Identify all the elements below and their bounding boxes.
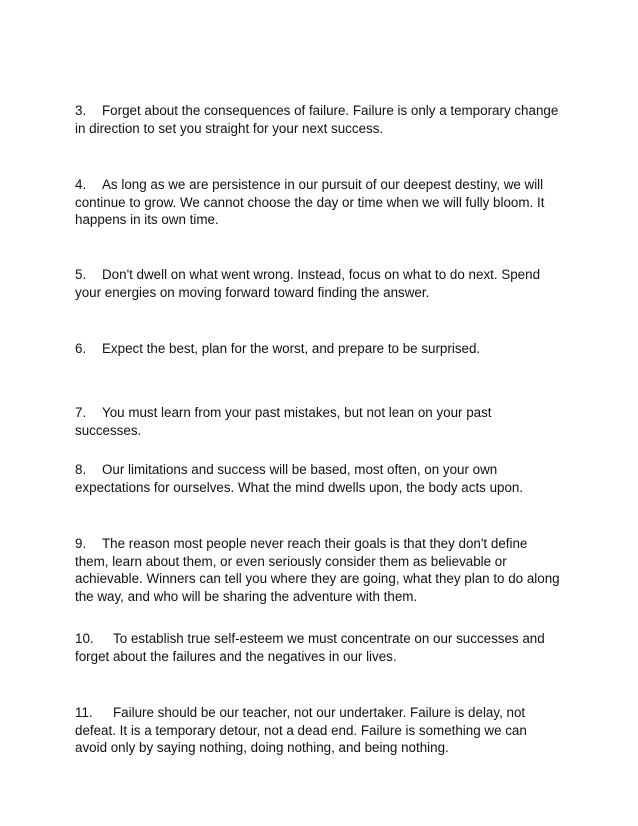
item-number: 5. — [75, 267, 87, 282]
list-item-4 — [75, 176, 560, 229]
item-number: 9. — [75, 536, 87, 551]
list-item-3 — [75, 102, 560, 137]
item-text: As long as we are persistence in our pursuit of our deepest destiny, we will continue to grow. We cannot choose the day or time when we will fully bloom. It happens in its own time. — [75, 177, 545, 227]
item-number: 7. — [75, 405, 87, 420]
item-text: Forget about the consequences of failure. Failure is only a temporary change in direction to set you straight for your next success. — [75, 103, 559, 136]
item-text: To establish true self-esteem we must concentrate on our successes and forget about the failures and the negatives in our lives. — [75, 631, 545, 664]
item-text: The reason most people never reach their goals is that they don't define them, learn about them, or even seriously consider them as believable or achievable. Winners can tell you where they are going, what they plan to do along the way, and who will be sharing the adventure with them. — [75, 536, 560, 604]
item-text: Don't dwell on what went wrong. Instead, focus on what to do next. Spend your energies on moving forward toward finding the answer. — [75, 267, 541, 300]
item-text: Expect the best, plan for the worst, and prepare to be surprised. — [102, 341, 481, 356]
list-item-5 — [75, 266, 560, 301]
list-item-6 — [75, 340, 560, 358]
item-number: 6. — [75, 341, 87, 356]
item-number: 3. — [75, 103, 87, 118]
item-number: 8. — [75, 462, 87, 477]
list-item-10 — [75, 630, 560, 665]
item-number: 10. — [75, 631, 94, 646]
list-item-9 — [75, 535, 560, 605]
item-text: Our limitations and success will be based, most often, on your own expectations for ourselves. What the mind dwells upon, the body acts upon. — [75, 462, 524, 495]
list-item-11 — [75, 704, 560, 757]
list-item-8 — [75, 461, 560, 496]
item-number: 4. — [75, 177, 87, 192]
item-text: You must learn from your past mistakes, but not lean on your past successes. — [75, 405, 492, 438]
list-item-7 — [75, 404, 560, 439]
item-number: 11. — [75, 705, 93, 720]
item-text: Failure should be our teacher, not our undertaker. Failure is delay, not defeat. It is a temporary detour, not a dead end. Failure is something we can avoid only by saying nothing, doing nothing, and being nothing. — [75, 705, 527, 755]
